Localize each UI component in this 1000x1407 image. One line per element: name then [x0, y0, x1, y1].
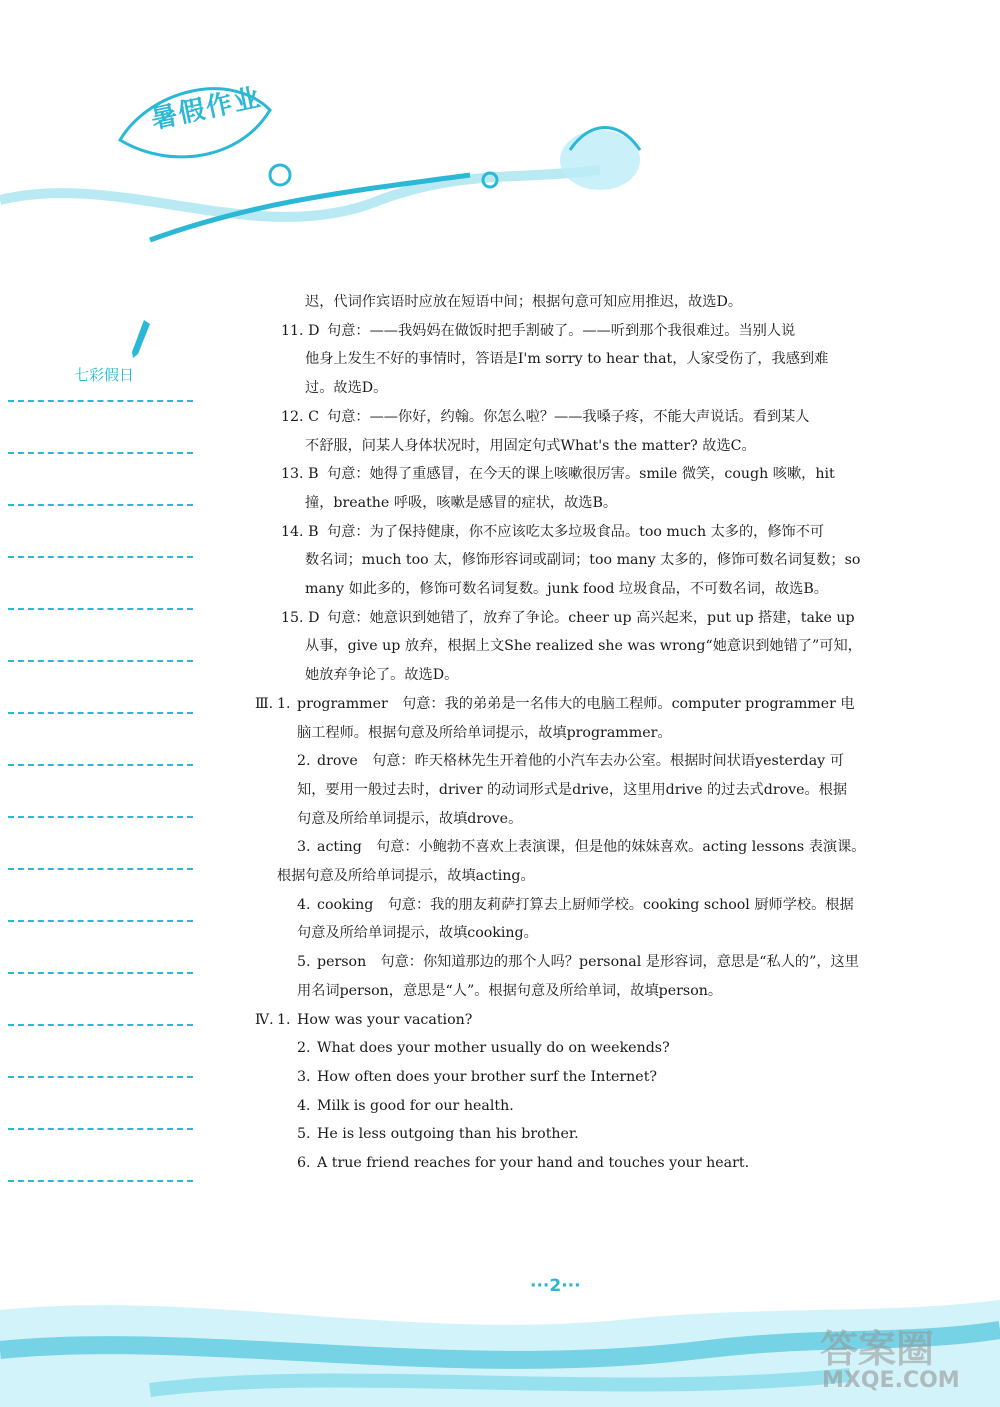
answer-line: many 如此多的，修饰可数名词复数。junk food 垃圾食品，不可数名词，故选B。: [305, 581, 828, 598]
item-number: 2.: [297, 753, 311, 770]
note-line: [8, 764, 193, 766]
item-text: A true friend reaches for your hand and touches your heart.: [317, 1155, 750, 1172]
section3-item-4: [277, 891, 887, 920]
section-4: [255, 1006, 887, 1178]
answer-line: 迟，代词作宾语时应放在短语中间；根据句意可知应用推迟，故选D。: [305, 294, 743, 310]
section4-item-3: [277, 1063, 887, 1092]
answer-number: 13. B: [281, 466, 319, 483]
answer-item-12: [255, 403, 887, 432]
section4-item-1: [277, 1006, 887, 1035]
answer-text: 句意：——你好，约翰。你怎么啦？——我嗓子疼，不能大声说话。看到某人: [327, 408, 810, 425]
item-text: How was your vacation?: [297, 1011, 473, 1028]
header-decoration: [0, 0, 1000, 260]
answer-item-13: [255, 460, 887, 489]
item-number: 1.: [277, 1011, 291, 1028]
item-text: programmer 句意：我的弟弟是一名伟大的电脑工程师。computer programmer 电: [297, 695, 855, 712]
answer-text: 句意：她意识到她错了，放弃了争论。cheer up 高兴起来，put up 搭建，take up: [327, 609, 855, 626]
item-text: What does your mother usually do on weekends?: [317, 1040, 670, 1057]
answer-number: 14. B: [281, 523, 319, 540]
note-line: [8, 504, 193, 506]
item-text: 用名词person，意思是“人”。根据句意及所给单词，故填person。: [297, 982, 723, 999]
answer-item-11: [255, 317, 887, 346]
section-3: [255, 690, 887, 1006]
item-text: He is less outgoing than his brother.: [317, 1126, 579, 1143]
item-text: 句意及所给单词提示，故填drove。: [297, 810, 523, 827]
item-text: person 句意：你知道那边的那个人吗？personal 是形容词，意思是“私人的”，这里: [317, 954, 859, 971]
note-line: [8, 816, 193, 818]
note-line: [8, 660, 193, 662]
note-line: [8, 1128, 193, 1130]
answer-text: 句意：为了保持健康，你不应该吃太多垃圾食品。too much 太多的，修饰不可: [327, 523, 825, 540]
answer-item-15: [255, 604, 887, 633]
answer-line: 她放弃争论了。故选D。: [305, 667, 459, 684]
item-number: 1.: [277, 695, 291, 712]
note-line: [8, 868, 193, 870]
answer-text: 句意：她得了重感冒，在今天的课上咳嗽很厉害。smile 微笑，cough 咳嗽，hit: [327, 466, 835, 483]
section3-item-2: [277, 747, 887, 776]
item-number: 4.: [297, 896, 311, 913]
item-number: 4.: [297, 1097, 311, 1114]
section4-item-4: [277, 1092, 887, 1121]
answer-line: 从事，give up 放弃，根据上文She realized she was wrong“她意识到她错了”可知，: [305, 638, 862, 655]
item-number: 2.: [297, 1040, 311, 1057]
answer-line: 他身上发生不好的事情时，答语是I'm sorry to hear that，人家受伤了，我感到难: [305, 351, 829, 368]
header-logo-text: 暑假作业: [148, 82, 265, 136]
note-line: [8, 972, 193, 974]
section4-item-2: [277, 1034, 887, 1063]
note-line: [8, 1024, 193, 1026]
pen-icon: [130, 318, 152, 362]
item-text: cooking 句意：我的朋友莉萨打算去上厨师学校。cooking school 厨师学校。根据: [317, 896, 854, 913]
section4-item-5: [277, 1120, 887, 1149]
section3-item-5: [277, 948, 887, 977]
note-line: [8, 712, 193, 714]
answer-content: [255, 288, 887, 1178]
item-text: 根据句意及所给单词提示，故填acting。: [277, 868, 535, 885]
section4-item-6: [277, 1149, 887, 1178]
note-line: [8, 1076, 193, 1078]
item-text: drove 句意：昨天格林先生开着他的小汽车去办公室。根据时间状语yesterday 可: [317, 753, 844, 770]
item-text: How often does your brother surf the Internet?: [317, 1068, 658, 1085]
section-number: Ⅲ.: [255, 695, 274, 712]
page-number: ···2···: [530, 1276, 581, 1296]
item-number: 3.: [297, 839, 311, 856]
watermark-url: MXQE.COM: [822, 1368, 960, 1393]
note-line: [8, 1180, 193, 1182]
answer-item-14: [255, 518, 887, 547]
answer-number: 15. D: [281, 609, 320, 626]
item-number: 5.: [297, 954, 311, 971]
answer-number: 12. C: [281, 408, 319, 425]
section-number: Ⅳ.: [255, 1011, 274, 1028]
note-line: [8, 400, 193, 402]
answer-line: 撞，breathe 呼吸，咳嗽是感冒的症状，故选B。: [305, 494, 618, 511]
note-line: [8, 920, 193, 922]
item-number: 3.: [297, 1068, 311, 1085]
sidebar-label: 七彩假日: [74, 366, 135, 384]
watermark-logo: 答案圈: [820, 1327, 935, 1371]
answer-text: 句意：——我妈妈在做饭时把手割破了。——听到那个我很难过。当别人说: [327, 322, 796, 339]
answer-line: 不舒服，问某人身体状况时，用固定句式What's the matter? 故选C。: [305, 437, 756, 454]
note-lines: [8, 400, 193, 1232]
section3-item-1: [277, 690, 887, 719]
item-text: acting 句意：小鲍勃不喜欢上表演课，但是他的妹妹喜欢。acting lessons 表演课。: [317, 839, 866, 856]
section3-item-3: [277, 833, 887, 862]
item-text: Milk is good for our health.: [317, 1097, 514, 1114]
answer-number: 11. D: [281, 322, 320, 339]
item-text: 知，要用一般过去时，driver 的动词形式是drive，这里用drive 的过去式drove。根据: [297, 781, 848, 798]
note-line: [8, 608, 193, 610]
item-number: 6.: [297, 1155, 311, 1172]
answer-line: 数名词；much too 太，修饰形容词或副词；too many 太多的，修饰可数名词复数；so: [305, 552, 861, 569]
item-text: 句意及所给单词提示，故填cooking。: [297, 925, 538, 942]
item-number: 5.: [297, 1126, 311, 1143]
answer-line: 过。故选D。: [305, 380, 388, 397]
item-text: 脑工程师。根据句意及所给单词提示，故填programmer。: [297, 724, 672, 741]
note-line: [8, 556, 193, 558]
note-line: [8, 452, 193, 454]
